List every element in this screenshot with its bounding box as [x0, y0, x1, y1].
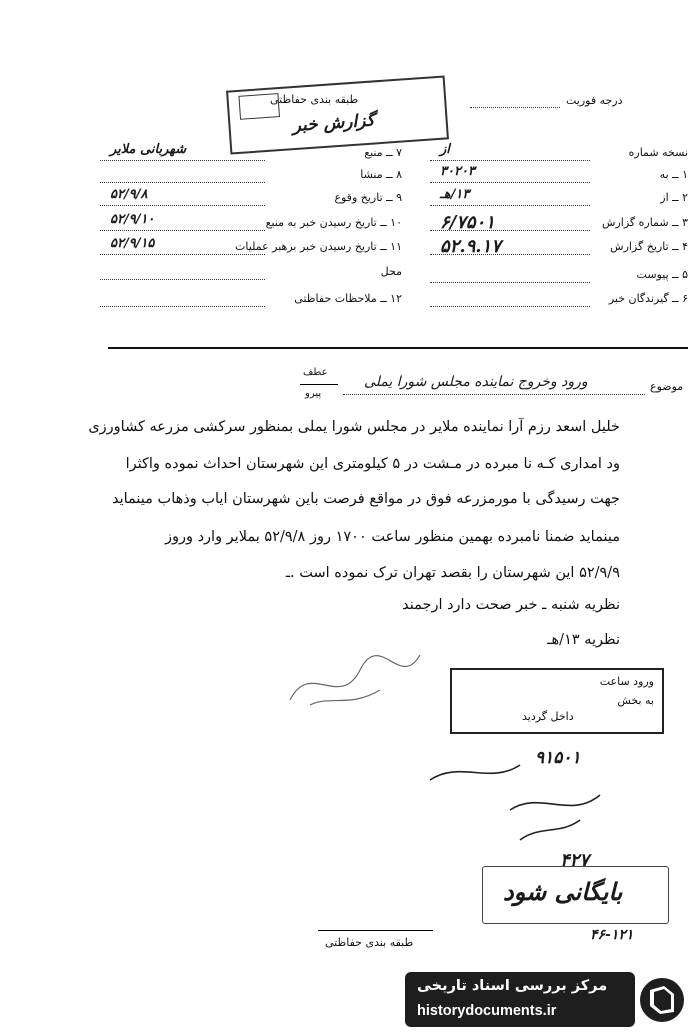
fields_left-dots-6 [100, 279, 265, 280]
annotation-code: ۴۲۷ [560, 850, 590, 871]
fields_right-value-4: ۶/۷۵۰۱ [440, 212, 495, 233]
stamp-inner-box [238, 93, 280, 120]
subject-reference: عطف [303, 367, 328, 378]
footer-rule [318, 930, 433, 931]
fields_left-label-7: ۱۲ ــ ملاحظات حفاظتی [294, 292, 402, 305]
fields_left-label-1: ۷ ــ منبع [364, 146, 402, 159]
body-line-4: مینماید ضمنا نامبرده بهمین منظور ساعت ۱۷۰۰ روز ۵۲/۹/۸ بملایر وارد وروز [164, 529, 620, 545]
fields_left-label-6: محل [380, 265, 402, 278]
fields_right-dots-2 [430, 182, 590, 183]
fields_right-label-1: نسخه شماره [628, 146, 688, 159]
classification-header: طبقه بندی حفاظتی [270, 93, 359, 106]
fields_left-value-4: ۵۲/۹/۱۰ [110, 212, 155, 227]
fields_right-label-7: ۶ ــ گیرندگان خبر [608, 292, 688, 305]
fields_right-value-3: ۱۳/هـ [440, 187, 470, 202]
watermark-band [405, 972, 635, 1027]
page-code: ۴۶-۱۲۱ [590, 927, 634, 943]
fields_right-dots-6 [430, 282, 590, 283]
fields_left-label-4: ۱۰ ــ تاریخ رسیدن خبر به منبع [265, 216, 402, 229]
fields_left-dots-1 [100, 160, 265, 161]
fields_left-dots-4 [100, 230, 265, 231]
subject-label: موضوع [650, 380, 684, 393]
watermark-name: مرکز بررسی اسناد تاریخی [417, 978, 608, 994]
header-separator [108, 347, 688, 349]
body-line-5: ۵۲/۹/۹ این شهرستان را بقصد تهران ترک نموده است .ـ [285, 565, 620, 581]
report-stamp [226, 75, 449, 154]
signature-scribble [270, 640, 430, 720]
fields_right-label-2: ۱ ــ به [659, 168, 688, 181]
entry-stamp-status: داخل گردید [522, 710, 574, 723]
body-line-2: ود امداری کـه نا مبرده در مـشت در ۵ کیلومتری این شهرستان احداث نموده واکثرا [125, 456, 620, 472]
fields_left-dots-5 [100, 254, 265, 255]
fields_right-dots-7 [430, 306, 590, 307]
fields_left-label-5: ۱۱ ــ تاریخ رسیدن خبر برهبر عملیات [235, 240, 402, 253]
fields_right-value-5: ۵۲.۹.۱۷ [440, 236, 501, 257]
fields_left-value-3: ۵۲/۹/۸ [110, 187, 148, 202]
subject-underline [343, 394, 645, 395]
footer-classification: طبقه بندی حفاظتی [325, 936, 414, 949]
fields_right-dots-1 [430, 160, 590, 161]
fields_left-dots-3 [100, 205, 265, 206]
report-stamp-title: گزارش خبر [291, 110, 376, 137]
fields_right-label-6: ۵ ــ پیوست [636, 268, 688, 281]
entry-stamp-department: به بخش [617, 694, 654, 707]
fields_left-value-1: شهربانی ملایر [110, 142, 187, 157]
fields_left-dots-7 [100, 306, 265, 307]
fields_left-label-2: ۸ ــ منشا [360, 168, 402, 181]
watermark-logo-icon [638, 976, 686, 1024]
entry-stamp-time: ورود ساعت [599, 675, 654, 688]
fields_right-value-2: ۳۰۲۰۳ [440, 164, 475, 179]
body-line-6: نظریه شنبه ـ خبر صحت دارد ارجمند [402, 597, 620, 613]
urgency-label: درجه فوریت [566, 94, 623, 107]
body-line-3: جهت رسیدگی با مورمزرعه فوق در مواقع فرصت باین شهرستان ایاب وذهاب مینماید [111, 491, 620, 507]
fields_right-label-3: ۲ ــ از [660, 191, 688, 204]
fields_right-label-5: ۴ ــ تاریخ گزارش [610, 240, 688, 253]
body-line-1: خلیل اسعد رزم آرا نماینده ملایر در مجلس شورا یملی بمنظور سرکشی مزرعه کشاورزی [88, 419, 620, 435]
body-line-7: نظریه ۱۳/هـ [547, 632, 620, 648]
fields_left-label-3: ۹ ــ تاریخ وقوع [334, 191, 402, 204]
fields_right-dots-3 [430, 205, 590, 206]
watermark-url: historydocuments.ir [417, 1003, 557, 1019]
urgency-dots [470, 107, 560, 108]
fields_left-dots-2 [100, 182, 265, 183]
annotation-signature [420, 740, 620, 850]
fields_right-label-4: ۳ ــ شماره گزارش [602, 216, 688, 229]
subject-follow: پیرو [305, 388, 322, 399]
fields_left-value-5: ۵۲/۹/۱۵ [110, 236, 155, 251]
fields_right-value-1: از [440, 142, 450, 157]
archive-stamp-text: بایگانی شود [503, 877, 623, 906]
annotation-number: ۹۱۵۰۱ [535, 748, 581, 768]
archive-stamp [482, 866, 669, 924]
entry-stamp [450, 668, 664, 734]
subject-divider [300, 384, 338, 385]
subject-text: ورود وخروج نماینده مجلس شورا یملی [364, 374, 588, 390]
